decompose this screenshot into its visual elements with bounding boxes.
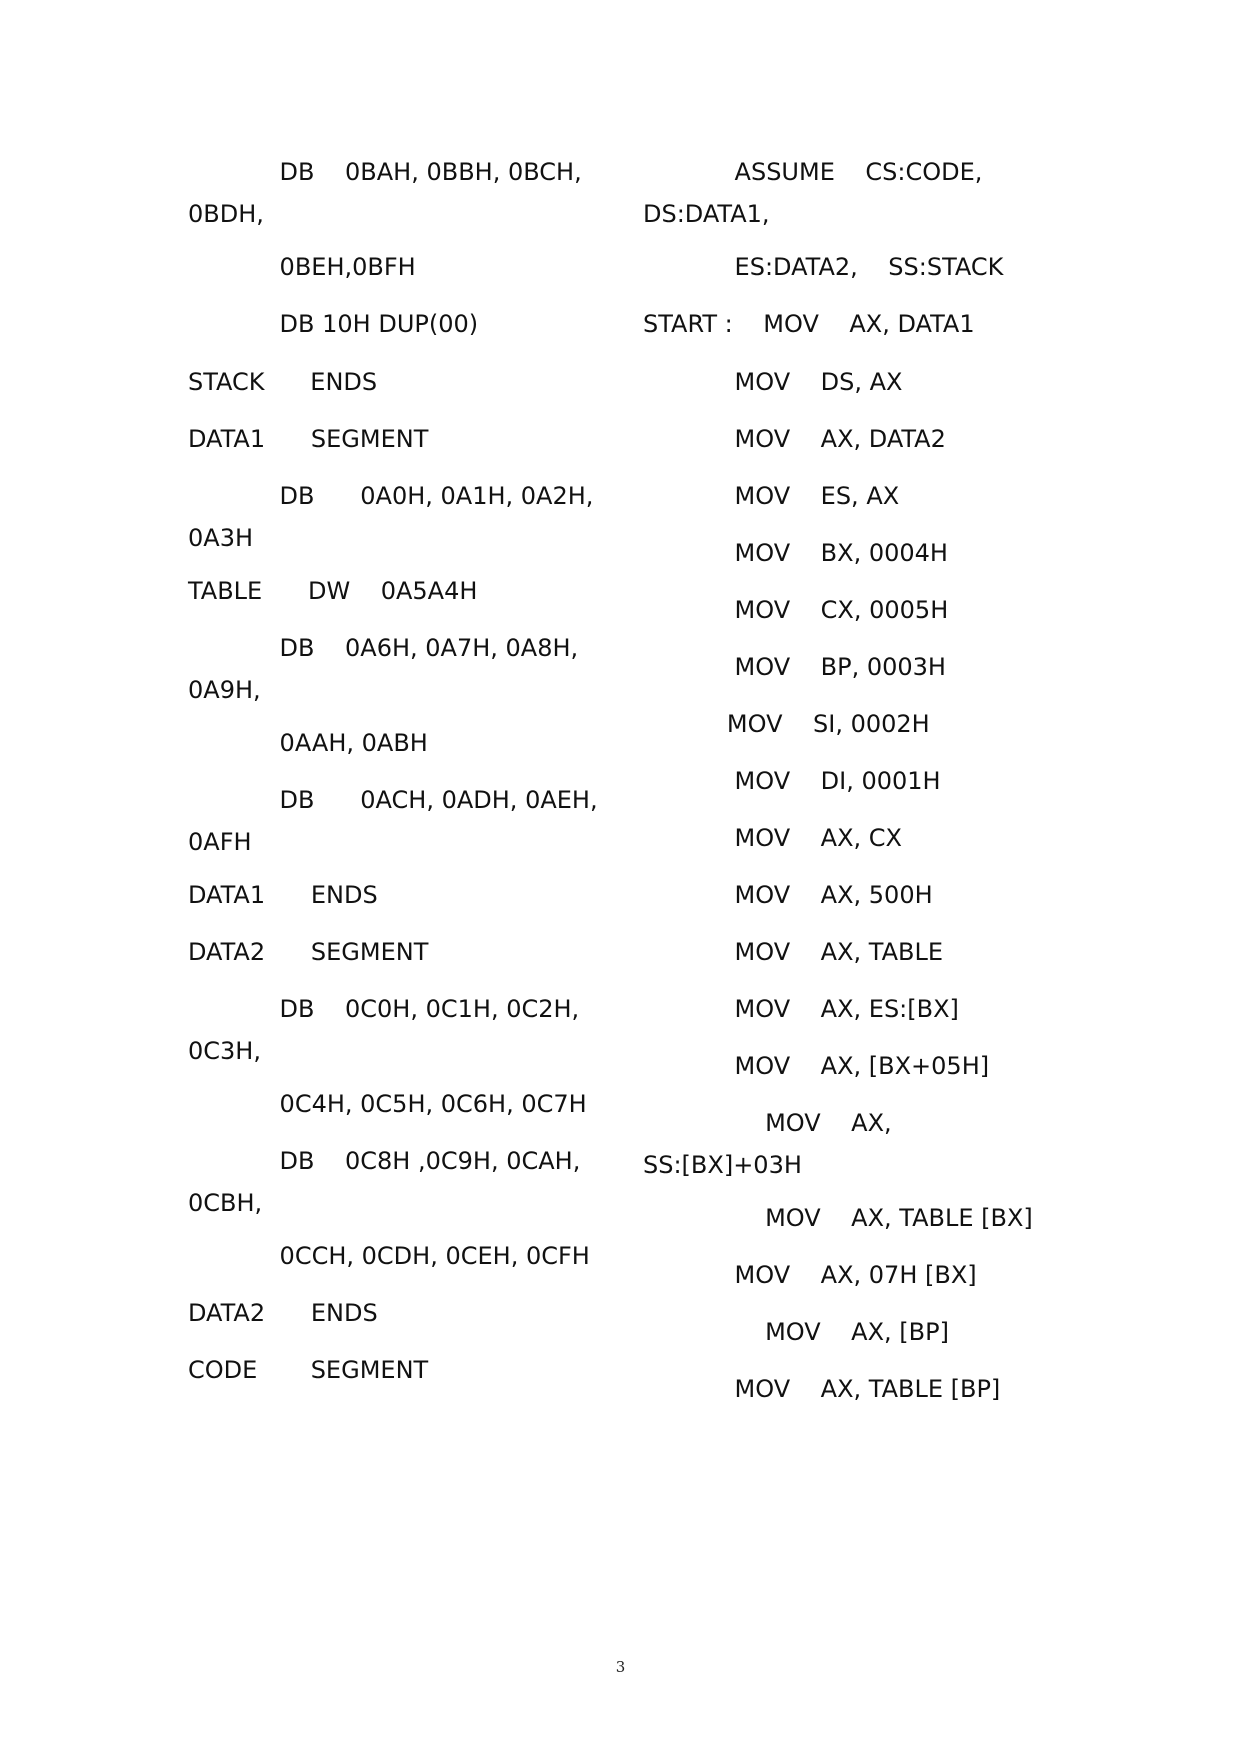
code-line: DB 0A0H, 0A1H, 0A2H, 0A3H [188, 482, 594, 552]
code-line: DATA1 ENDS [188, 881, 378, 909]
code-line: DB 0ACH, 0ADH, 0AEH, 0AFH [188, 786, 598, 856]
page-number: 3 [615, 1658, 626, 1676]
code-line: MOV DI, 0001H [643, 767, 941, 795]
code-line: MOV AX, TABLE [BP] [643, 1375, 1001, 1403]
code-line: START : MOV AX, DATA1 [643, 310, 975, 338]
code-line: MOV AX, SS:[BX]+03H [643, 1109, 892, 1179]
code-line: CODE SEGMENT [188, 1356, 429, 1384]
code-line: DB 0C0H, 0C1H, 0C2H, 0C3H, [188, 995, 580, 1065]
code-line: DATA2 ENDS [188, 1299, 378, 1327]
code-line: MOV SI, 0002H [643, 710, 930, 738]
code-line: TABLE DW 0A5A4H [188, 577, 478, 605]
code-line: MOV AX, CX [643, 824, 902, 852]
code-line: MOV AX, TABLE [643, 938, 943, 966]
code-line: 0C4H, 0C5H, 0C6H, 0C7H [188, 1090, 587, 1118]
code-line: STACK ENDS [188, 368, 378, 396]
code-line: MOV AX, 07H [BX] [643, 1261, 977, 1289]
code-line: MOV AX, [BX+05H] [643, 1052, 990, 1080]
code-line: MOV AX, [BP] [643, 1318, 949, 1346]
code-line: MOV BP, 0003H [643, 653, 946, 681]
code-line: DB 0BAH, 0BBH, 0BCH, 0BDH, [188, 158, 582, 228]
code-line: DB 10H DUP(00) [188, 310, 479, 338]
code-line: DB 0A6H, 0A7H, 0A8H, 0A9H, [188, 634, 579, 704]
code-line: MOV DS, AX [643, 368, 903, 396]
code-line: 0AAH, 0ABH [188, 729, 428, 757]
code-line: MOV ES, AX [643, 482, 900, 510]
code-line: MOV AX, 500H [643, 881, 933, 909]
code-line: MOV BX, 0004H [643, 539, 948, 567]
code-line: 0BEH,0BFH [188, 253, 416, 281]
code-line: DATA2 SEGMENT [188, 938, 429, 966]
code-line: MOV CX, 0005H [643, 596, 949, 624]
code-line: MOV AX, ES:[BX] [643, 995, 959, 1023]
code-line: MOV AX, TABLE [BX] [643, 1204, 1033, 1232]
code-line: ES:DATA2, SS:STACK [643, 253, 1004, 281]
code-line: DB 0C8H ,0C9H, 0CAH, 0CBH, [188, 1147, 581, 1217]
code-line: 0CCH, 0CDH, 0CEH, 0CFH [188, 1242, 590, 1270]
code-line: DATA1 SEGMENT [188, 425, 429, 453]
code-line: ASSUME CS:CODE, DS:DATA1, [643, 158, 983, 228]
code-line: MOV AX, DATA2 [643, 425, 946, 453]
